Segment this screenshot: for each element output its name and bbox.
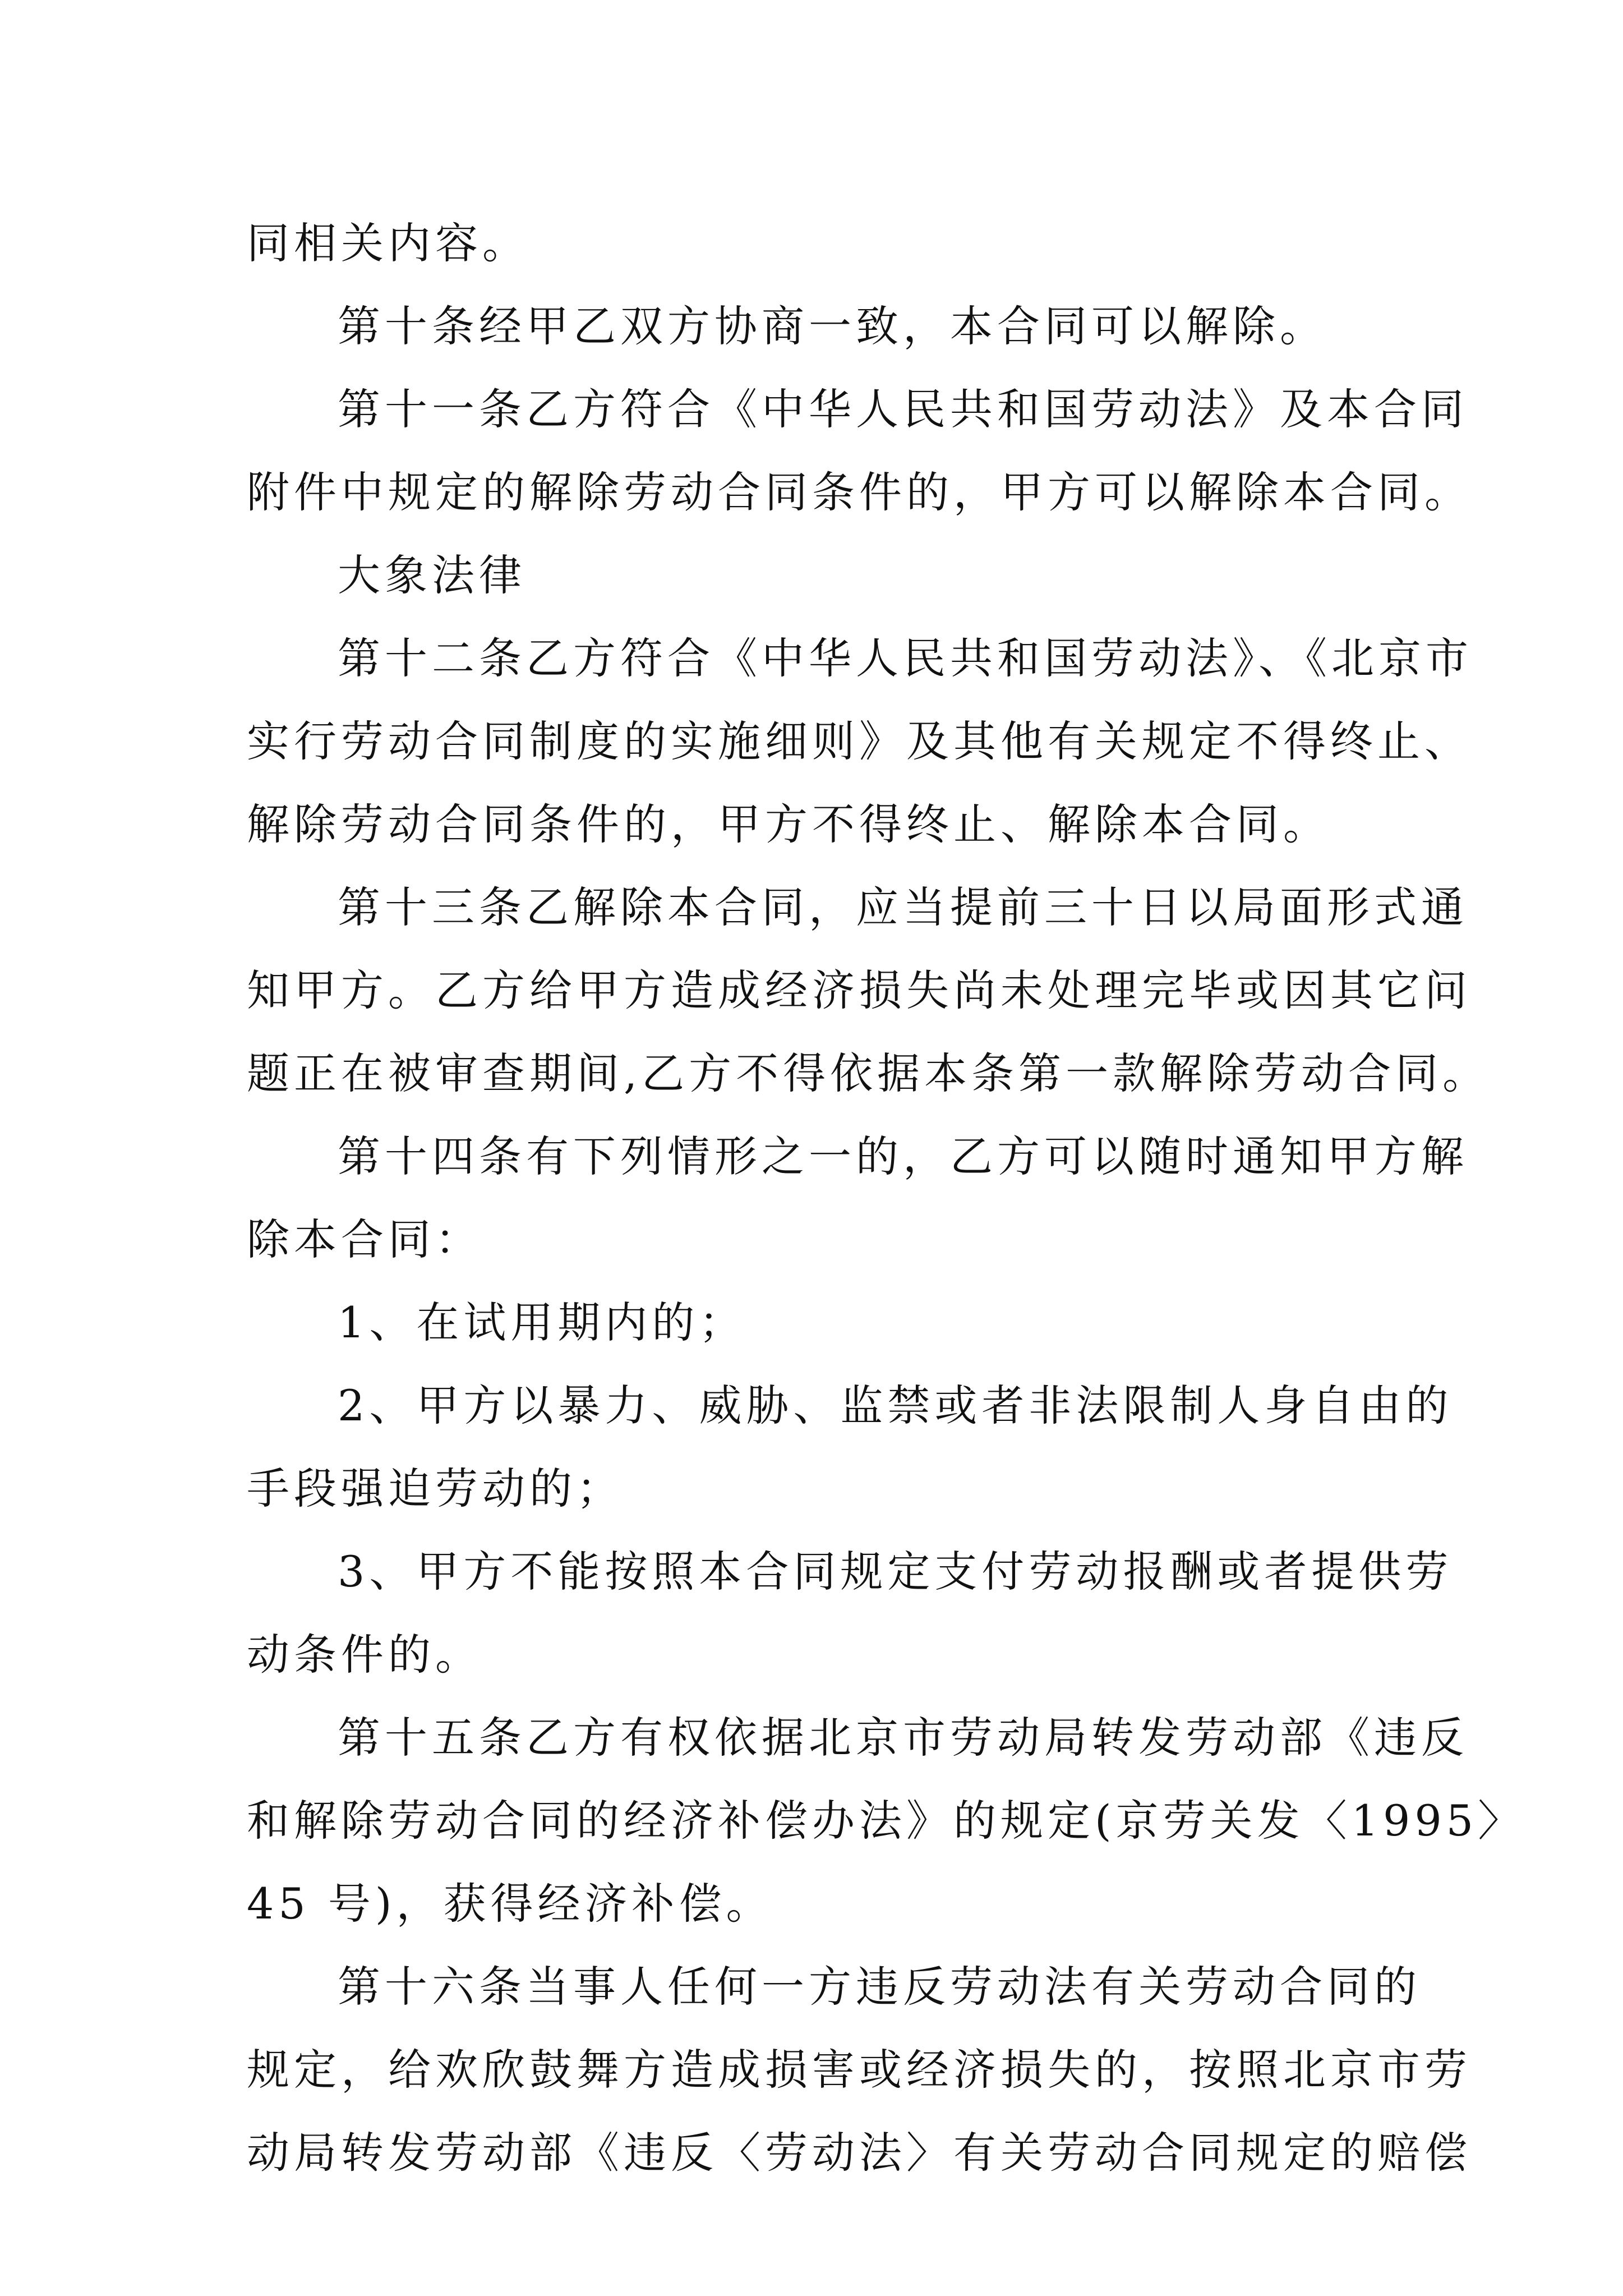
watermark-text: 大象法律 bbox=[338, 550, 526, 600]
document-body bbox=[247, 202, 1525, 2194]
text-line: 和解除劳动合同的经济补偿办法》的规定(京劳关发〈1995〉 bbox=[247, 1796, 1525, 1846]
text-line: 同相关内容。 bbox=[247, 218, 529, 268]
article-10: 第十条经甲乙双方协商一致，本合同可以解除。 bbox=[338, 301, 1327, 351]
list-item-2: 2、甲方以暴力、威胁、监禁或者非法限制人身自由的 bbox=[338, 1381, 1453, 1430]
text-line: 45 号)，获得经济补偿。 bbox=[247, 1879, 773, 1929]
text-line: 知甲方。乙方给甲方造成经济损失尚未处理完毕或因其它问 bbox=[247, 965, 1472, 1015]
text-line: 动条件的。 bbox=[247, 1630, 482, 1680]
text-line: 动局转发劳动部《违反〈劳动法〉有关劳动合同规定的赔偿 bbox=[247, 2128, 1472, 2178]
article-15: 第十五条乙方有权依据北京市劳动局转发劳动部《违反 bbox=[338, 1713, 1468, 1763]
list-item-3: 3、甲方不能按照本合同规定支付劳动报酬或者提供劳 bbox=[338, 1547, 1453, 1596]
article-12: 第十二条乙方符合《中华人民共和国劳动法》、《北京市 bbox=[338, 633, 1473, 683]
article-16: 第十六条当事人任何一方违反劳动法有关劳动合同的 bbox=[338, 1962, 1421, 2012]
text-line: 题正在被审查期间,乙方不得依据本条第一款解除劳动合同。 bbox=[247, 1048, 1490, 1098]
article-11: 第十一条乙方符合《中华人民共和国劳动法》及本合同 bbox=[338, 384, 1468, 434]
text-line: 解除劳动合同条件的，甲方不得终止、解除本合同。 bbox=[247, 799, 1330, 849]
list-item-1: 1、在试用期内的； bbox=[338, 1297, 746, 1347]
text-line: 附件中规定的解除劳动合同条件的，甲方可以解除本合同。 bbox=[247, 467, 1472, 517]
text-line: 规定，给欢欣鼓舞方造成损害或经济损失的，按照北京市劳 bbox=[247, 2045, 1472, 2095]
text-line: 手段强迫劳动的； bbox=[247, 1464, 624, 1513]
article-14: 第十四条有下列情形之一的，乙方可以随时通知甲方解 bbox=[338, 1131, 1468, 1181]
article-13: 第十三条乙解除本合同，应当提前三十日以局面形式通 bbox=[338, 882, 1468, 932]
text-line: 除本合同： bbox=[247, 1214, 482, 1264]
text-line: 实行劳动合同制度的实施细则》及其他有关规定不得终止、 bbox=[247, 716, 1472, 766]
